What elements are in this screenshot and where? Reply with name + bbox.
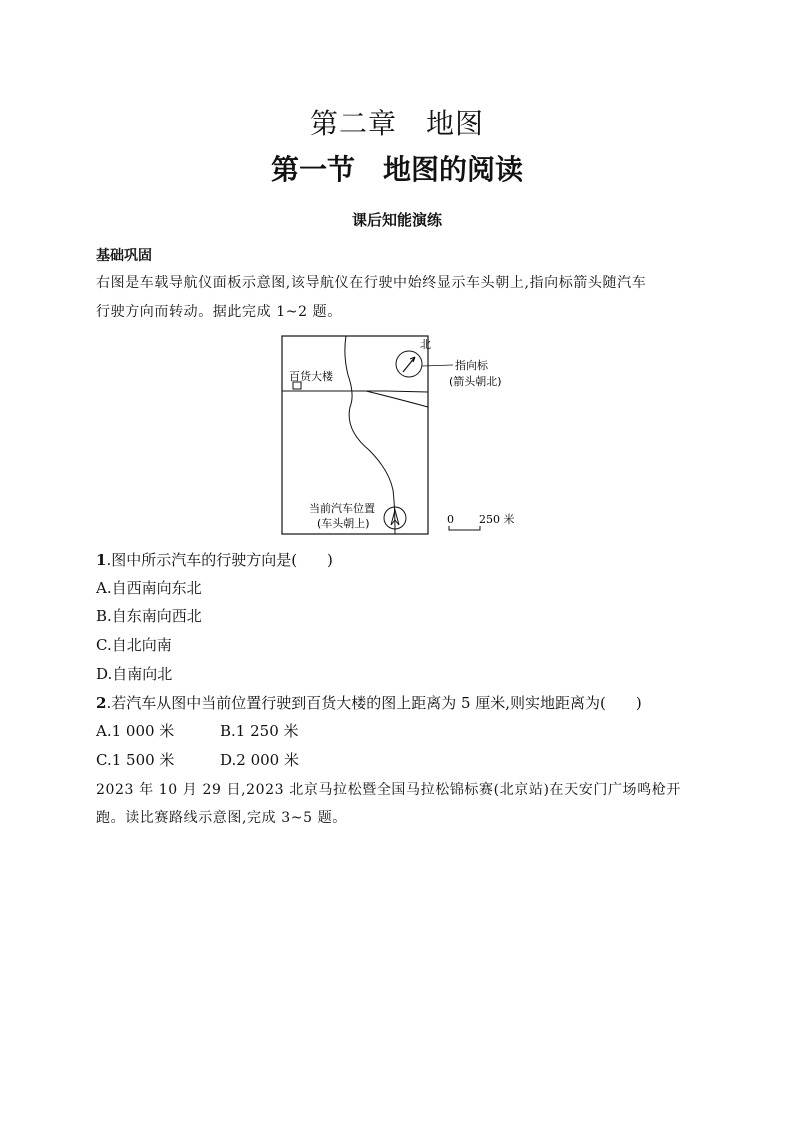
q1-stem: .图中所示汽车的行驶方向是( ) [106,551,333,569]
intro1-line2: 行驶方向而转动。据此完成 1~2 题。 [96,304,342,320]
q1-number: 1 [96,551,107,569]
road-to-northeast [366,391,428,407]
building-label: 百货大楼 [289,370,333,383]
scale-zero: 0 [447,513,454,526]
subtitle: 课后知能演练 [351,211,442,229]
intro2-line2: 跑。读比赛路线示意图,完成 3~5 题。 [96,810,347,826]
navigation-map-figure [281,335,517,537]
scale-bar [449,526,480,530]
car-label-2: (车头朝上) [317,517,370,530]
question-1 [96,549,333,570]
north-label: 北 [420,338,431,351]
east-west-road [282,391,428,392]
pointer-leader-line [422,365,453,366]
q2-option-c: C.1 500 米 [96,751,175,769]
q1-option-b: B.自东南向西北 [96,607,202,625]
scale-value: 250 米 [479,513,515,526]
q2-option-b: B.1 250 米 [220,722,299,740]
pointer-label-2: (箭头朝北) [449,375,502,388]
q2-stem: .若汽车从图中当前位置行驶到百货大楼的图上距离为 5 厘米,则实地距离为( ) [106,694,642,712]
q2-option-d: D.2 000 米 [220,751,299,769]
q1-option-d: D.自南向北 [96,665,173,683]
compass-arrow-icon [403,357,415,372]
q2-option-a: A.1 000 米 [96,722,175,740]
chapter-title: 第二章 地图 [309,107,484,140]
q2-number: 2 [96,694,107,712]
car-label-1: 当前汽车位置 [309,502,375,515]
q1-option-a: A.自西南向东北 [96,579,202,597]
basics-heading: 基础巩固 [96,248,152,264]
pointer-label-1: 指向标 [455,359,488,372]
q1-option-c: C.自北向南 [96,636,172,654]
intro2-line1: 2023 年 10 月 29 日,2023 北京马拉松暨全国马拉松锦标赛(北京站)在天安门广场鸣枪开 [96,782,681,798]
building-icon [293,382,301,389]
section-title: 第一节 地图的阅读 [270,153,523,186]
question-2 [96,692,642,713]
intro1-line1: 右图是车载导航仪面板示意图,该导航仪在行驶中始终显示车头朝上,指向标箭头随汽车 [96,275,647,291]
